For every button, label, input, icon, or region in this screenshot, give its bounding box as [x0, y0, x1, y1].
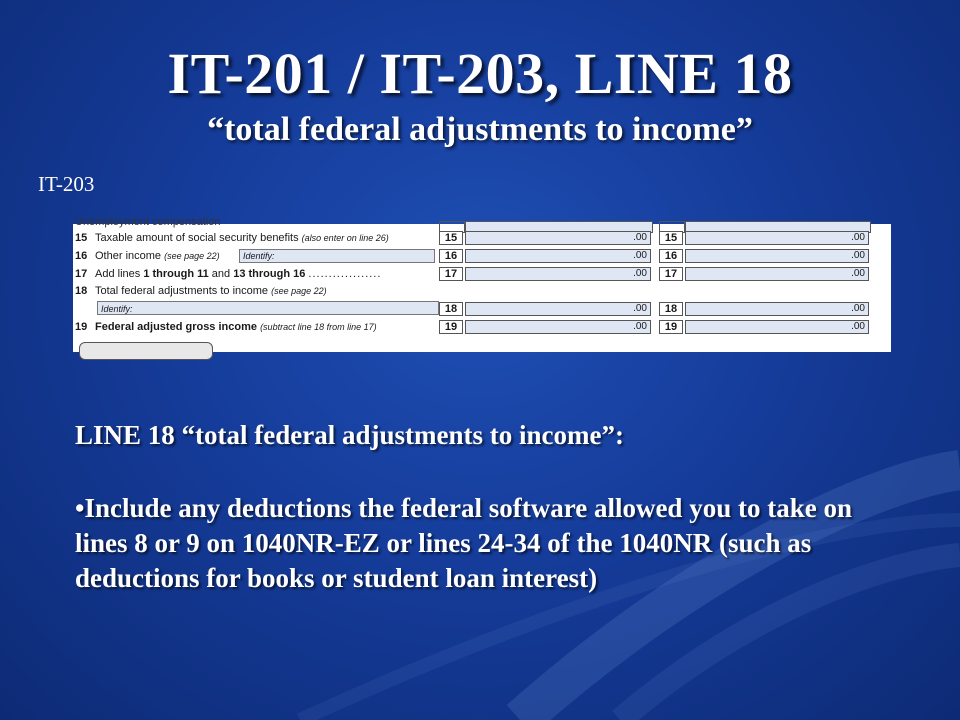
row-description: Add lines 1 through 11 and 13 through 16 ..................	[95, 268, 382, 280]
row-number: 18	[75, 285, 88, 297]
form-row-18-heading	[73, 283, 891, 299]
form-row-19	[73, 319, 891, 335]
form-row-16	[73, 248, 891, 264]
line18-heading: LINE 18 “total federal adjustments to income”:	[75, 420, 624, 450]
line-number-box: 15	[439, 231, 463, 245]
identify-field: Identify:	[97, 301, 439, 315]
amount-field: .00	[465, 267, 651, 281]
bullet-item	[75, 491, 905, 596]
line-number-box: 15	[659, 231, 683, 245]
amount-field: .00	[685, 267, 869, 281]
row-description: Taxable amount of social security benefits (also enter on line 26)	[95, 232, 389, 244]
form-cut-bottom-row	[79, 342, 213, 360]
row-description: Other income (see page 22)	[95, 250, 220, 262]
row-description: Federal adjusted gross income (subtract line 18 from line 17)	[95, 321, 377, 333]
explanation-block	[75, 418, 905, 596]
form-row-17	[73, 266, 891, 282]
amount-field: .00	[685, 249, 869, 263]
slide-subtitle: “total federal adjustments to income”	[207, 111, 753, 148]
amount-field: .00	[685, 320, 869, 334]
amount-field: .00	[465, 231, 651, 245]
tax-form-excerpt	[73, 216, 891, 352]
line-number-box: 16	[659, 249, 683, 263]
slide-title: IT-201 / IT-203, LINE 18	[167, 41, 793, 106]
amount-field: .00	[685, 231, 869, 245]
identify-field: Identify:	[239, 249, 435, 263]
amount-field: .00	[685, 302, 869, 316]
row-number: 15	[75, 232, 88, 244]
row-number: 19	[75, 321, 88, 333]
line-number-box: 18	[439, 302, 463, 316]
form-label: IT-203	[38, 172, 95, 196]
amount-field: .00	[465, 320, 651, 334]
line-number-box: 17	[659, 267, 683, 281]
line-number-box: 19	[659, 320, 683, 334]
form-row-18	[73, 301, 891, 317]
row-description: Total federal adjustments to income (see page 22)	[95, 285, 327, 297]
bullet-text: Include any deductions the federal software allowed you to take on lines 8 or 9 on 1040NR-EZ or lines 24-34 of the 1040NR (such as deductions for books or student loan interest)	[75, 493, 852, 593]
line-number-box: 19	[439, 320, 463, 334]
line-number-box: 18	[659, 302, 683, 316]
form-cut-top-row: Unemployment compensation	[73, 215, 893, 229]
amount-field: .00	[465, 249, 651, 263]
bullet-icon: •	[75, 493, 85, 523]
amount-field: .00	[465, 302, 651, 316]
form-row-15	[73, 230, 891, 246]
row-number: 17	[75, 268, 88, 280]
line-number-box: 17	[439, 267, 463, 281]
row-number: 16	[75, 250, 88, 262]
line-number-box: 16	[439, 249, 463, 263]
